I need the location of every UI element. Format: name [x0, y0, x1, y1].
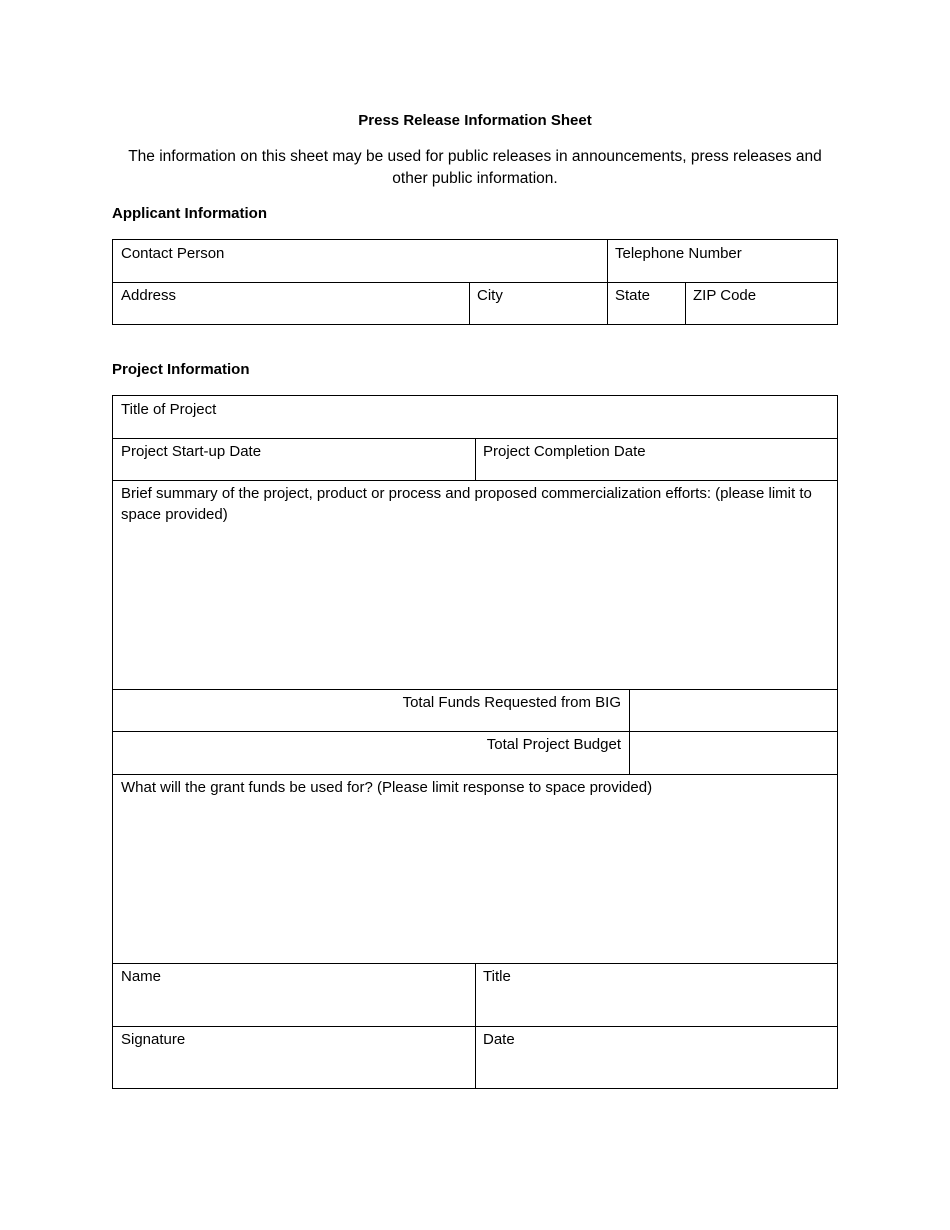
grant-use-label: What will the grant funds be used for? (Please limit response to space provided)	[121, 779, 653, 796]
state-field[interactable]	[607, 282, 685, 324]
contact-person-label: Contact Person	[121, 245, 225, 262]
project-title-label: Title of Project	[121, 401, 217, 418]
intro-text: The information on this sheet may be used for public releases in announcements, press releases and other public information.	[128, 148, 822, 187]
project-title-field[interactable]	[113, 396, 837, 438]
total-budget-input[interactable]	[629, 731, 837, 774]
name-label: Name	[121, 968, 162, 985]
title-field[interactable]	[475, 963, 837, 1026]
applicant-table	[112, 239, 838, 325]
completion-date-label: Project Completion Date	[483, 443, 646, 460]
total-budget-label: Total Project Budget	[486, 736, 621, 753]
start-date-label: Project Start-up Date	[121, 443, 262, 460]
address-label: Address	[121, 287, 177, 304]
project-section-heading: Project Information	[112, 361, 250, 378]
city-label: City	[477, 287, 503, 304]
telephone-field[interactable]	[607, 240, 837, 282]
funds-requested-input[interactable]	[629, 689, 837, 731]
signature-label: Signature	[121, 1031, 186, 1048]
project-summary-field[interactable]	[113, 480, 837, 689]
signature-field[interactable]	[113, 1026, 475, 1088]
project-table	[112, 395, 838, 1089]
date-label: Date	[483, 1031, 515, 1048]
funds-requested-label: Total Funds Requested from BIG	[402, 694, 621, 711]
applicant-section-heading: Applicant Information	[112, 205, 267, 222]
start-date-field[interactable]	[113, 438, 475, 480]
zip-code-label: ZIP Code	[693, 287, 757, 304]
name-field[interactable]	[113, 963, 475, 1026]
completion-date-field[interactable]	[475, 438, 837, 480]
grant-use-field[interactable]	[113, 774, 837, 963]
address-field[interactable]	[113, 282, 469, 324]
zip-code-field[interactable]	[685, 282, 837, 324]
contact-person-field[interactable]	[113, 240, 607, 282]
project-summary-label: Brief summary of the project, product or process and proposed commercialization efforts: (please limit to space provided)	[121, 485, 812, 523]
page-title: Press Release Information Sheet	[358, 112, 592, 129]
telephone-label: Telephone Number	[615, 245, 742, 262]
city-field[interactable]	[469, 282, 607, 324]
date-field[interactable]	[475, 1026, 837, 1088]
title-label: Title	[483, 968, 511, 985]
state-label: State	[615, 287, 651, 304]
